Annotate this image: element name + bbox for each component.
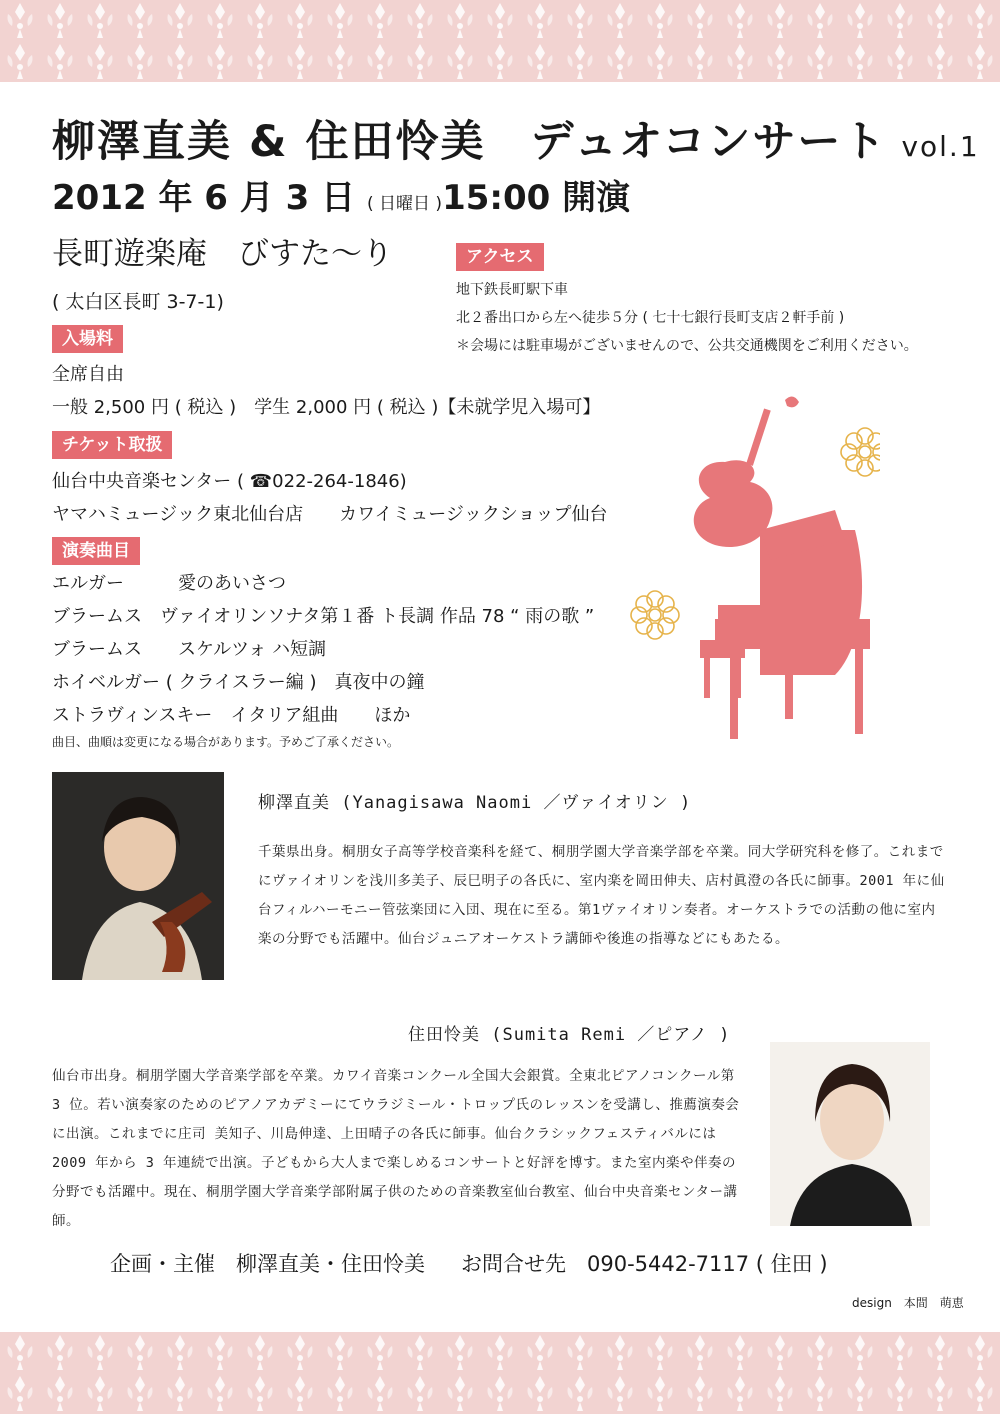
weekday-label: ( 日曜日 ) [366, 194, 443, 214]
volume-label: vol.1 [901, 130, 980, 163]
admission-seating: 全席自由 [52, 364, 124, 385]
ticket-outlet-1: 仙台中央音楽センター ( ☎022-264-1846) [52, 471, 407, 492]
ticket-outlets [52, 465, 607, 531]
access-line-2: 北２番出口から左へ徒歩５分 ( 七十七銀行長町支店２軒手前 ) [456, 310, 845, 326]
admission-label: 入場料 [52, 325, 123, 353]
start-time: 15:00 開演 [442, 178, 631, 218]
damask-pattern-icon [0, 1332, 1000, 1414]
program-list [52, 567, 594, 732]
footer-info [110, 1248, 864, 1278]
venue-address: ( 太白区長町 3-7-1) [52, 291, 224, 313]
violinist-photo [52, 772, 224, 980]
design-credit: design 本間 萌恵 [852, 1296, 964, 1310]
concert-title: 柳澤直美 & 住田怜美 デュオコンサート vol.1 [52, 117, 980, 167]
program-item: エルガー 愛のあいさつ [52, 573, 286, 594]
flower-icon [631, 591, 679, 639]
program-label: 演奏曲目 [52, 537, 140, 565]
program-item: ストラヴィンスキー イタリア組曲 ほか [52, 705, 411, 726]
violinist-heading: 柳澤直美 (Yanagisawa Naomi ／ヴァイオリン ) [258, 793, 692, 813]
access-parking-note: ＊会場には駐車場がございませんので、公共交通機関をご利用ください。 [456, 338, 918, 354]
tickets-label: チケット取扱 [52, 431, 172, 459]
pianist-heading: 住田怜美 (Sumita Remi ／ピアノ ) [408, 1025, 731, 1045]
violinist-bio: 千葉県出身。桐朋女子高等学校音楽科を経て、桐朋学園大学音楽学部を卒業。同大学研究科を修了。これまでにヴァイオリンを浅川多美子、辰巳明子の各氏に、室内楽を岡田伸夫、店村眞澄の各氏に師事。2001 年に仙台フィルハーモニー管弦楽団に入団、現在に至る。第1ヴァイオリン奏者。オーケストラでの活動の他に室内楽の分野でも活躍中。仙台ジュニアオーケストラ講師や後進の指導などにもあたる。 [258, 844, 945, 947]
organizer-info: 企画・主催 柳澤直美・住田怜美 [110, 1252, 425, 1276]
program-note: 曲目、曲順は変更になる場合があります。予めご了承ください。 [52, 735, 400, 749]
program-item: ブラームス ヴァイオリンソナタ第１番 ト長調 作品 78 “ 雨の歌 ” [52, 606, 595, 627]
admission-info [52, 358, 600, 424]
admission-prices: 一般 2,500 円 ( 税込 ) 学生 2,000 円 ( 税込 )【未就学児入場可】 [52, 397, 601, 418]
access-line-1: 地下鉄長町駅下車 [456, 282, 568, 298]
top-decorative-band [0, 0, 1000, 82]
flower-icon [841, 428, 880, 476]
pianist-photo [770, 1042, 930, 1226]
access-label: アクセス [456, 243, 544, 271]
violin-and-piano-illustration [620, 390, 880, 760]
pianist-bio: 仙台市出身。桐朋学園大学音楽学部を卒業。カワイ音楽コンクール全国大会銀賞。全東北ピアノコンクール第 3 位。若い演奏家のためのピアノアカデミーにてウラジミール・トロップ氏のレッスンを受講し、推薦演奏会に出演。これまでに庄司 美知子、川島伸達、上田晴子の各氏に師事。仙台クラシックフェスティバルには 2009 年から 3 年連続で出演。子どもから大人まで楽しめるコンサートと好評を博す。また室内楽や伴奏の分野でも活躍中。現在、桐朋学園大学音楽学部附属子供のための音楽教室仙台教室、仙台中央音楽センター講師。 [52, 1068, 740, 1229]
program-item: ホイベルガー ( クライスラー編 ) 真夜中の鐘 [52, 672, 425, 693]
concert-date: 2012 年 6 月 3 日 ( 日曜日 )15:00 開演 [52, 178, 631, 218]
program-item: ブラームス スケルツォ ハ短調 [52, 639, 327, 660]
damask-pattern-icon [0, 0, 1000, 82]
contact-info: お問合せ先 090-5442-7117 ( 住田 ) [461, 1252, 828, 1276]
access-info [456, 276, 918, 360]
ticket-outlet-2: ヤマハミュージック東北仙台店 カワイミュージックショップ仙台 [52, 504, 608, 525]
venue-name: 長町遊楽庵 びすた〜り [52, 236, 393, 272]
bottom-decorative-band [0, 1332, 1000, 1414]
